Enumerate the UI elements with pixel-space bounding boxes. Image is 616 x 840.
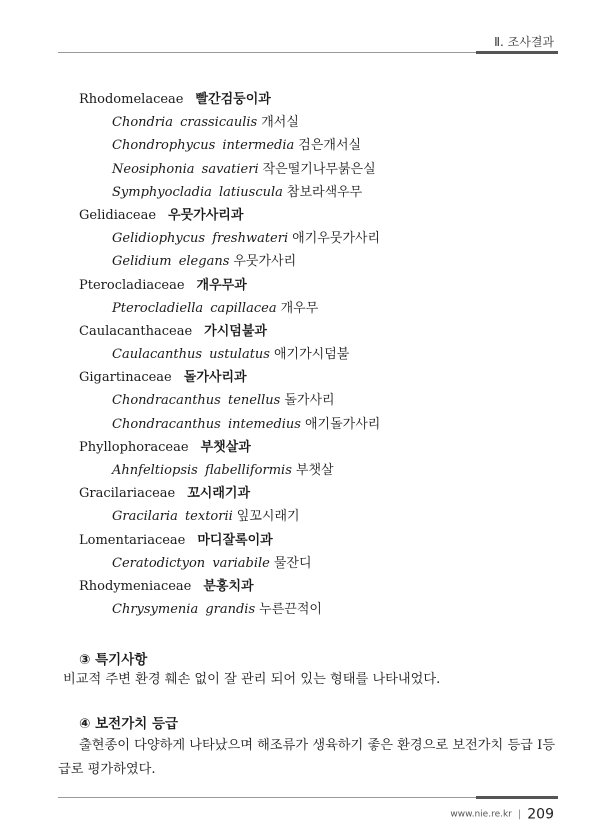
species-korean-name: 물잔디 (273, 555, 312, 571)
header-rule-accent (476, 51, 558, 54)
family-korean-name: 꼬시래기과 (187, 486, 251, 502)
species-korean-name: 개우무 (280, 300, 319, 316)
species-row (0, 459, 616, 482)
species-row (0, 227, 616, 250)
species-list (0, 88, 616, 621)
family-scientific-name: Lomentariaceae (79, 532, 186, 548)
family-korean-name: 개우무과 (196, 277, 247, 293)
family-korean-name: 가시덤불과 (204, 323, 267, 339)
species-scientific-name: Chondracanthus tenellus (112, 393, 281, 409)
species-row (0, 552, 616, 575)
species-row (0, 250, 616, 273)
species-korean-name: 애기가시덤불 (273, 347, 350, 363)
species-scientific-name: Gelidiophycus freshwateri (112, 231, 289, 247)
family-korean-name: 돌가사리과 (183, 370, 247, 386)
family-scientific-name: Gigartinaceae (79, 370, 172, 386)
species-row (0, 111, 616, 134)
page-number: 209 (527, 806, 554, 823)
family-scientific-name: Rhodomelaceae (79, 92, 184, 107)
family-scientific-name: Gelidiaceae (79, 207, 157, 223)
family-row (0, 436, 616, 459)
species-korean-name: 부챗살 (295, 463, 334, 478)
family-korean-name: 분홍치과 (203, 578, 254, 594)
footer-url: www.nie.re.kr (450, 809, 512, 820)
species-scientific-name: Caulacanthus ustulatus (112, 347, 270, 363)
section-heading-conservation-grade: ④ 보전가치 등급 (79, 716, 179, 732)
family-row (0, 366, 616, 389)
family-korean-name: 우뭇가사리과 (168, 207, 244, 223)
species-korean-name: 검은개서실 (298, 138, 362, 154)
running-header-title: Ⅱ. 조사결과 (494, 35, 554, 49)
species-row (0, 413, 616, 436)
family-scientific-name: Phyllophoraceae (79, 439, 189, 455)
section-heading-special-notes: ③ 특기사항 (79, 652, 148, 668)
species-korean-name: 참보라색우무 (286, 184, 363, 200)
family-row (0, 88, 616, 111)
species-scientific-name: Chondria crassicaulis (112, 115, 258, 131)
species-row (0, 134, 616, 157)
family-scientific-name: Rhodymeniaceae (79, 578, 192, 594)
page-footer (450, 804, 554, 823)
species-scientific-name: Chrysymenia grandis (112, 602, 256, 618)
species-row (0, 158, 616, 181)
species-row (0, 389, 616, 412)
species-scientific-name: Gracilaria textorii (112, 509, 233, 525)
species-korean-name: 잎꼬시래기 (236, 509, 300, 525)
species-scientific-name: Symphyocladia latiuscula (112, 184, 283, 200)
family-scientific-name: Caulacanthaceae (79, 323, 193, 339)
family-korean-name: 빨간검둥이과 (195, 92, 271, 107)
family-row (0, 575, 616, 598)
species-scientific-name: Chondrophycus intermedia (112, 138, 295, 154)
species-scientific-name: Ceratodictyon variabile (112, 555, 270, 571)
family-scientific-name: Pterocladiaceae (79, 277, 185, 293)
special-notes-text: 비교적 주변 환경 훼손 없이 잘 관리 되어 있는 형태를 나타내었다. (63, 672, 441, 687)
family-korean-name: 마디잘록이과 (197, 532, 273, 548)
species-korean-name: 개서실 (261, 115, 299, 131)
family-row (0, 274, 616, 297)
family-row (0, 204, 616, 227)
species-korean-name: 우뭇가사리 (233, 254, 297, 270)
conservation-text-line2: 급로 평가하였다. (58, 762, 156, 777)
family-scientific-name: Gracilariaceae (79, 486, 176, 502)
species-row (0, 505, 616, 528)
family-row (0, 529, 616, 552)
species-korean-name: 누른끈적이 (259, 602, 322, 618)
species-korean-name: 애기우뭇가사리 (292, 231, 381, 247)
species-scientific-name: Ahnfeltiopsis flabelliformis (112, 463, 292, 478)
species-scientific-name: Chondracanthus intemedius (112, 416, 301, 432)
family-korean-name: 부챗살과 (200, 439, 251, 455)
conservation-text-line1: 출현종이 다양하게 나타났으며 해조류가 생육하기 좋은 환경으로 보전가치 등급 Ⅰ등 (79, 738, 556, 753)
species-korean-name: 애기돌가사리 (304, 416, 381, 432)
family-row (0, 320, 616, 343)
species-scientific-name: Neosiphonia savatieri (112, 161, 259, 177)
species-row (0, 297, 616, 320)
species-korean-name: 작은떨기나무붉은실 (262, 161, 376, 177)
species-scientific-name: Gelidium elegans (112, 254, 230, 270)
footer-rule-accent (476, 796, 558, 799)
species-row (0, 181, 616, 204)
species-row (0, 598, 616, 621)
species-scientific-name: Pterocladiella capillacea (112, 300, 277, 316)
family-row (0, 482, 616, 505)
species-korean-name: 돌가사리 (284, 393, 335, 409)
footer-separator: | (517, 809, 522, 820)
species-row (0, 343, 616, 366)
